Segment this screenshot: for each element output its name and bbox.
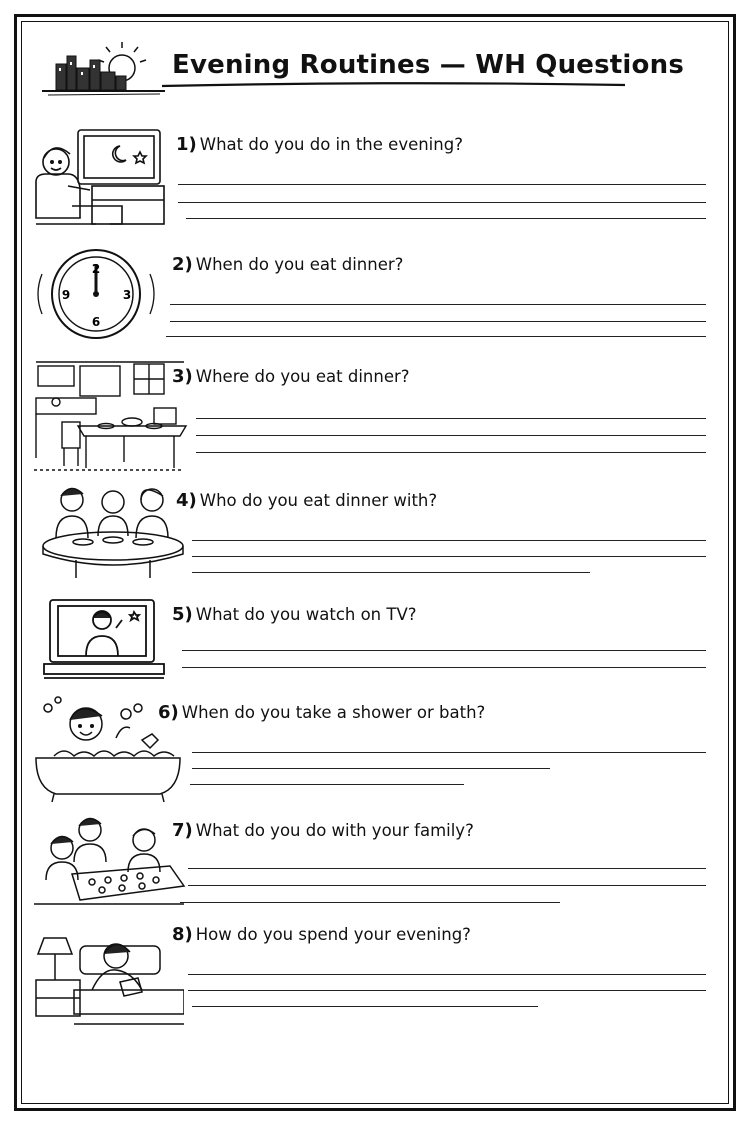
tv-show-icon bbox=[40, 598, 170, 683]
question-number: 1) bbox=[176, 134, 197, 155]
answer-line[interactable] bbox=[192, 1006, 538, 1007]
title-underline bbox=[40, 80, 630, 92]
answer-line[interactable] bbox=[180, 902, 560, 903]
question-number: 3) bbox=[172, 366, 193, 387]
question-number: 8) bbox=[172, 924, 193, 945]
answer-line[interactable] bbox=[192, 572, 590, 573]
question-text: What do you watch on TV? bbox=[195, 605, 417, 624]
clock-icon bbox=[36, 248, 156, 343]
answer-line[interactable] bbox=[192, 768, 550, 769]
clock-number: 6 bbox=[91, 315, 101, 329]
answer-line[interactable] bbox=[188, 868, 706, 869]
answer-line[interactable] bbox=[178, 184, 706, 185]
answer-line[interactable] bbox=[166, 336, 706, 337]
answer-line[interactable] bbox=[170, 304, 706, 305]
girl-reading-in-bed-icon bbox=[34, 928, 184, 1028]
question-text: What do you do with your family? bbox=[195, 821, 474, 840]
answer-line[interactable] bbox=[188, 885, 706, 886]
answer-line[interactable] bbox=[188, 990, 706, 991]
family-dinner-icon bbox=[38, 482, 188, 582]
question-number: 6) bbox=[158, 702, 179, 723]
answer-line[interactable] bbox=[188, 974, 706, 975]
answer-line[interactable] bbox=[182, 650, 706, 651]
answer-line[interactable] bbox=[186, 218, 706, 219]
question-text: Who do you eat dinner with? bbox=[199, 491, 438, 510]
family-board-game-icon bbox=[32, 814, 187, 906]
answer-line[interactable] bbox=[196, 418, 706, 419]
question-text: Where do you eat dinner? bbox=[195, 367, 410, 386]
worksheet-title: Evening Routines — WH Questions bbox=[172, 50, 684, 80]
answer-line[interactable] bbox=[178, 202, 706, 203]
answer-line[interactable] bbox=[192, 556, 706, 557]
question-number: 5) bbox=[172, 604, 193, 625]
answer-line[interactable] bbox=[192, 540, 706, 541]
answer-line[interactable] bbox=[170, 321, 706, 322]
answer-line[interactable] bbox=[196, 452, 706, 453]
kitchen-table-icon bbox=[34, 358, 189, 473]
boy-watching-tv-icon bbox=[32, 128, 172, 238]
question-text: When do you eat dinner? bbox=[195, 255, 404, 274]
question-number: 4) bbox=[176, 490, 197, 511]
question-text: How do you spend your evening? bbox=[195, 925, 471, 944]
worksheet-header bbox=[40, 38, 684, 102]
question-text: When do you take a shower or bath? bbox=[181, 703, 486, 722]
answer-line[interactable] bbox=[196, 435, 706, 436]
clock-number: 2 bbox=[91, 262, 101, 276]
answer-line[interactable] bbox=[192, 752, 706, 753]
question-text: What do you do in the evening? bbox=[199, 135, 463, 154]
question-number: 7) bbox=[172, 820, 193, 841]
answer-line[interactable] bbox=[190, 784, 464, 785]
clock-number: 3 bbox=[122, 288, 132, 302]
clock-number: 9 bbox=[61, 288, 71, 302]
answer-line[interactable] bbox=[182, 667, 706, 668]
question-number: 2) bbox=[172, 254, 193, 275]
